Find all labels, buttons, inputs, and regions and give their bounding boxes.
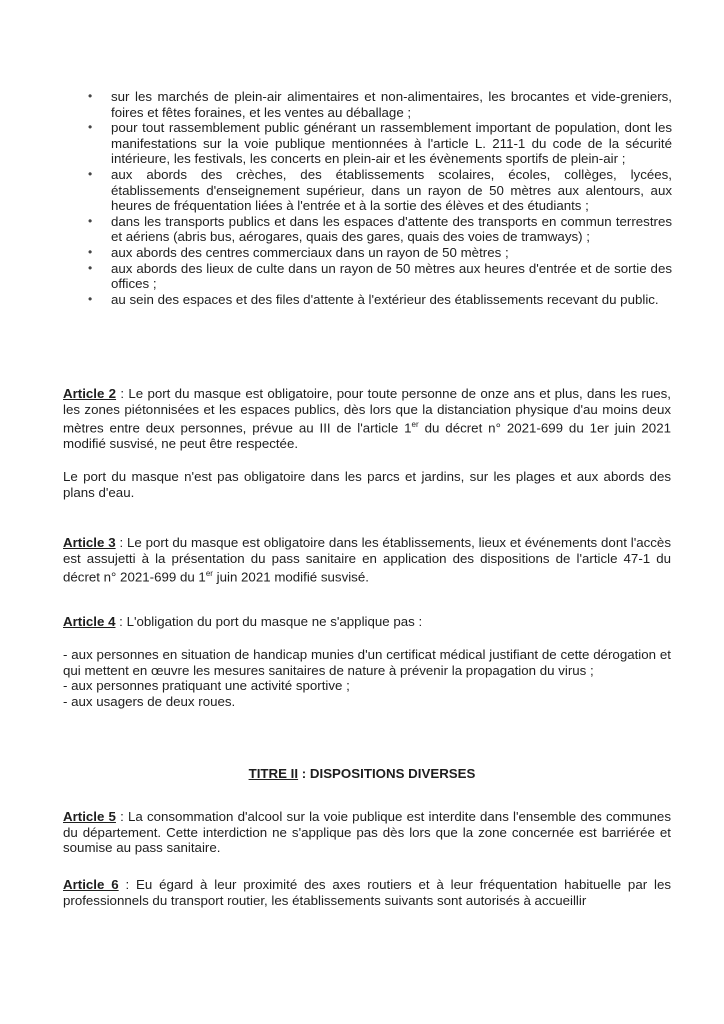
article-4-label: Article 4 [63,614,116,629]
article-3: Article 3 : Le port du masque est obligatoire dans les établissements, lieux et événements dont l'accès est assujetti à la présentation du pass sanitaire en application des dispositions de l'article 47-1 du décret n° 2021-699 du 1er juin 2021 modifié susvisé. [63,535,671,585]
bullet-icon: • [88,260,93,275]
section-title: TITRE II : DISPOSITIONS DIVERSES [248,766,476,781]
bullet-icon: • [88,120,93,135]
article-4-list [63,647,671,709]
bullet-icon: • [88,244,93,259]
bullet-icon: • [88,291,93,306]
list-item: - aux usagers de deux roues. [63,693,236,709]
article-3-label: Article 3 [63,535,116,550]
list-item: • dans les transports publics et dans les espaces d'attente des transports en commun terrestres et aériens (abris bus, aérogares, quais des gares, quais des voies de tramways) ; [88,213,672,245]
article-2: Article 2 : Le port du masque est obligatoire, pour toute personne de onze ans et plus, dans les rues, les zones piétonnisées et les espaces publics, dès lors que la distanciation physique d'au moins deux mètres entre deux personnes, prévue au III de l'article 1er du décret n° 2021-699 du 1er juin 2021 modifié susvisé, ne peut être respectée. [63,386,671,452]
bullet-icon: • [88,166,93,181]
article-6: Article 6 : Eu égard à leur proximité des axes routiers et à leur fréquentation habituelle par les professionnels du transport routier, les établissements suivants sont autorisés à accueillir [63,877,671,908]
list-item: • aux abords des centres commerciaux dans un rayon de 50 mètres ; [88,244,509,260]
bullet-icon: • [88,213,93,228]
article-4: Article 4 : L'obligation du port du masque ne s'applique pas : [63,614,423,629]
bullet-icon: • [88,89,93,103]
list-item: • au sein des espaces et des files d'attente à l'extérieur des établissements recevant du public. [88,291,659,307]
list-item: • aux abords des crèches, des établissements scolaires, écoles, collèges, lycées, établissements d'enseignement supérieur, dans un rayon de 50 mètres aux alentours, aux heures de fréquentation liées à l'entrée et à la sortie des élèves et des étudiants ; [88,166,672,214]
list-item: • sur les marchés de plein-air alimentaires et non-alimentaires, les brocantes et vide-greniers, foires et fêtes foraines, et les ventes au déballage ; [88,89,672,120]
article-2-paragraph-2: Le port du masque n'est pas obligatoire dans les parcs et jardins, sur les plages et aux abords des plans d'eau. [63,469,671,500]
article-5-label: Article 5 [63,809,116,824]
article-2-label: Article 2 [63,386,117,401]
list-item: - aux personnes en situation de handicap munies d'un certificat médical justifiant de cette dérogation et qui mettent en œuvre les mesures sanitaires de nature à prévenir la propagation du virus ; [63,647,671,678]
list-item: • aux abords des lieux de culte dans un rayon de 50 mètres aux heures d'entrée et de sortie des offices ; [88,260,672,292]
article-5: Article 5 : La consommation d'alcool sur la voie publique est interdite dans l'ensemble des communes du département. Cette interdiction ne s'applique pas dès lors que la zone concernée est barriérée et soumise au pass sanitaire. [63,809,671,856]
article-6-label: Article 6 [63,877,119,892]
list-item: • pour tout rassemblement public générant un rassemblement important de population, dont les manifestations sur la voie publique mentionnées à l'article L. 211-1 du code de la sécurité intérieure, les festivals, les concerts en plein-air et les évènements sportifs de plein-air ; [88,120,672,167]
bullet-list [88,89,672,307]
list-item: - aux personnes pratiquant une activité sportive ; [63,678,350,694]
